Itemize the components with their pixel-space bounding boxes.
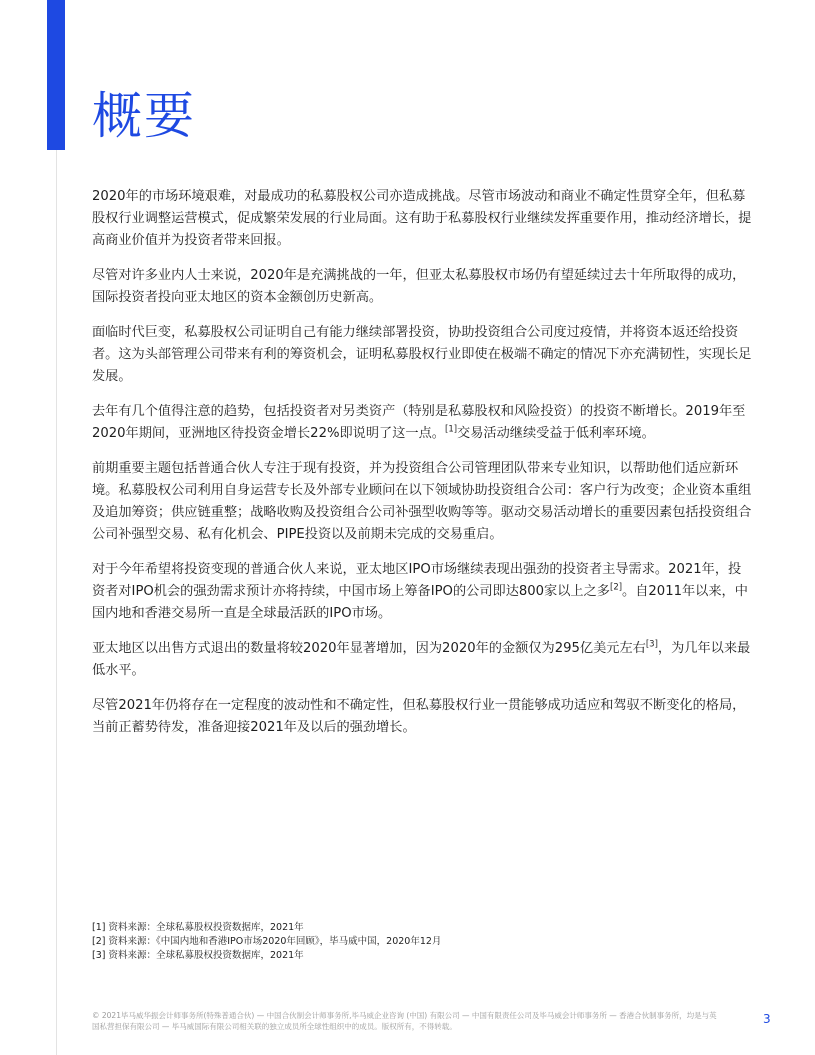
footnote-ref-1[interactable]: [1]	[445, 424, 458, 435]
paragraph-2: 尽管对许多业内人士来说，2020年是充满挑战的一年，但亚太私募股权市场仍有望延续过去十年所取得的成功，国际投资者投向亚太地区的资本金额创历史新高。	[92, 268, 746, 305]
paragraph-1: 2020年的市场环境艰难，对最成功的私募股权公司亦造成挑战。尽管市场波动和商业不确定性贯穿全年，但私募股权行业调整运营模式，促成繁荣发展的行业局面。这有助于私募股权行业继续发挥重要作用，推动经济增长，提高商业价值并为投资者带来回报。	[92, 189, 752, 248]
page-number: 3	[763, 1012, 771, 1026]
paragraph-7	[92, 638, 752, 682]
footnote-ref-3[interactable]: [3]	[645, 639, 658, 650]
paragraph-7-tail: ，为几年以来最低水平。	[92, 641, 751, 678]
accent-bar	[47, 0, 65, 150]
paragraph-3: 面临时代巨变，私募股权公司证明自己有能力继续部署投资，协助投资组合公司度过疫情，并将资本返还给投资者。这为头部管理公司带来有利的筹资机会，证明私募股权行业即使在极端不确定的情况下亦充满韧性，实现长足发展。	[92, 325, 752, 384]
paragraph-6-tail: 。自2011年以来，中国内地和香港交易所一直是全球最活跃的IPO市场。	[92, 584, 748, 621]
footnote-2: [2] 资料来源：《中国内地和香港IPO市场2020年回顾》，毕马威中国，2020年12月	[92, 936, 442, 947]
footnote-ref-2[interactable]: [2]	[610, 582, 623, 593]
paragraph-8: 尽管2021年仍将存在一定程度的波动性和不确定性，但私募股权行业一贯能够成功适应和驾驭不断变化的格局，当前正蓄势待发，准备迎接2021年及以后的强劲增长。	[92, 698, 746, 735]
body-text	[92, 186, 752, 752]
page-title: 概要	[92, 87, 196, 145]
paragraph-6-text: 对于今年希望将投资变现的普通合伙人来说，亚太地区IPO市场继续表现出强劲的投资者主导需求。2021年，投资者对IPO机会的强劲需求预计亦将持续，中国市场上筹备IPO的公司即达800家以上之多	[92, 562, 742, 599]
paragraph-5: 前期重要主题包括普通合伙人专注于现有投资，并为投资组合公司管理团队带来专业知识，以帮助他们适应新环境。私募股权公司利用自身运营专长及外部专业顾问在以下领域协助投资组合公司：客户行为改变；企业资本重组及追加筹资；供应链重整；战略收购及投资组合公司补强型收购等等。驱动交易活动增长的重要因素包括投资组合公司补强型交易、私有化机会、PIPE投资以及前期未完成的交易重启。	[92, 461, 752, 542]
paragraph-7-text: 亚太地区以出售方式退出的数量将较2020年显著增加，因为2020年的金额仅为295亿美元左右	[92, 641, 646, 656]
footer-legal: © 2021毕马威华振会计师事务所(特殊普通合伙) — 中国合伙制会计师事务所,毕马威企业咨询 (中国) 有限公司 — 中国有限责任公司及毕马威会计师事务所 — 香港合伙制事务所，均是与英国私营担保有限公司 — 毕马威国际有限公司相关联的独立成员所全球性组织中的成员。版权所有，不得转载。	[92, 1011, 717, 1031]
footnote-1: [1] 资料来源：全球私募股权投资数据库，2021年	[92, 922, 304, 933]
paragraph-6	[92, 559, 752, 625]
footnotes	[92, 921, 732, 963]
left-rule	[56, 150, 57, 1055]
paragraph-4	[92, 401, 752, 445]
paragraph-4-text: 去年有几个值得注意的趋势，包括投资者对另类资产（特别是私募股权和风险投资）的投资不断增长。2019年至2020年期间，亚洲地区待投资金增长22%即说明了这一点。	[92, 404, 746, 441]
paragraph-4-tail: 交易活动继续受益于低利率环境。	[457, 426, 655, 441]
footnote-3: [3] 资料来源：全球私募股权投资数据库，2021年	[92, 950, 304, 961]
